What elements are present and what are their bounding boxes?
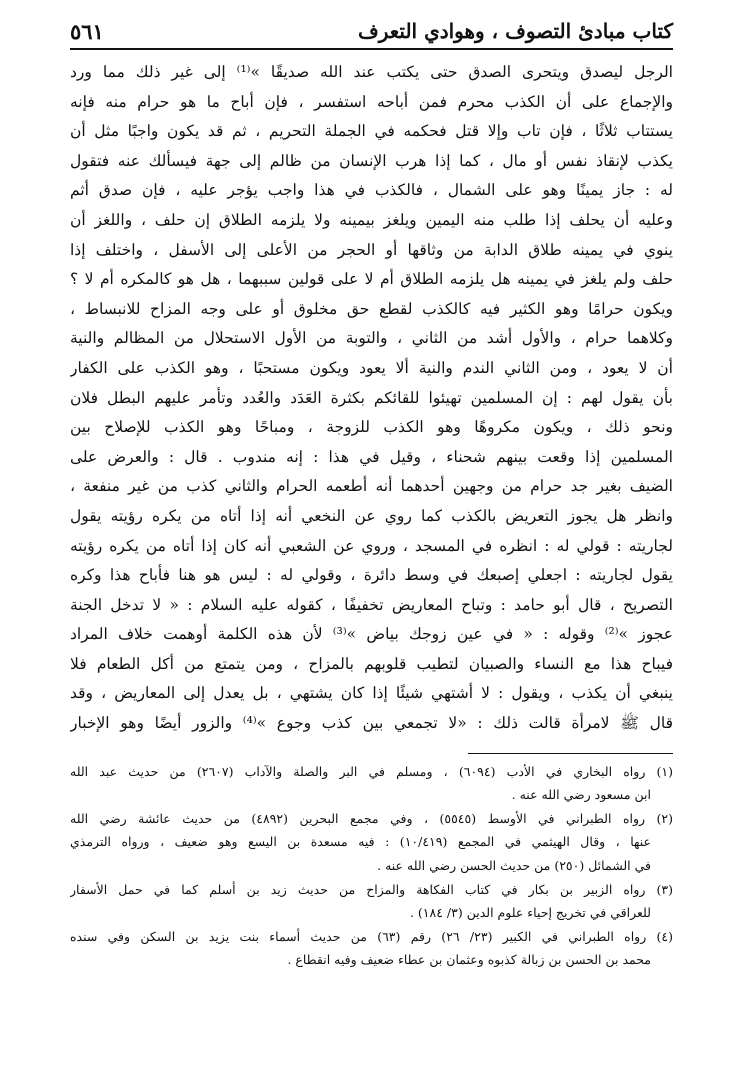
- footnotes: [70, 760, 673, 972]
- text-line: يستتاب ثلاثًا ، فإن تاب وإلا قتل فحكمه في الجملة التحريم ، ثم قد يكون واجبًا مثل أن: [70, 122, 673, 141]
- text-line: يقول لجاريته : اجعلي إصبعك في وسط دائرة ، وقولي له : ليس هو هنا فأباح هذا وكره: [70, 566, 673, 585]
- running-title: كتاب مبادئ التصوف ، وهوادي التعرف: [358, 19, 673, 43]
- footnote-line: (٣) رواه الزبير بن بكار في كتاب الفكاهة والمزاح من حديث زيد بن أسلم كما في حمل الأسفار: [70, 881, 673, 897]
- main-text: [70, 58, 673, 739]
- text-line: ونحو ذلك ، ويكون مكروهًا وهو الكذب للزوجة ، ومباحًا وهو الكذب للإصلاح بين: [70, 418, 673, 437]
- text-line: الضيف بغير جد حرام من وجهين أحدهما أنه أطعمه الحرام والثاني كذب من غير منفعة ،: [70, 477, 673, 496]
- text-line: ينوي في يمينه طلاق الدابة من وثاقها أو الحجر من الأعلى إلى الأسفل ، واختلف إذا: [70, 240, 673, 259]
- text-line: عجوز »⁽²⁾ وقوله : « في عين زوجك بياض »⁽³⁾ لأن هذه الكلمة أوهمت خلاف المراد: [70, 625, 673, 644]
- text-line: ويكون حرامًا وهو الكثير فيه كالكذب لقطع حق مخلوق أو على وجه المزاح للانبساط ،: [70, 299, 673, 318]
- text-line: له : جاز يمينًا وهو على الشمال ، فالكذب في هذا واجب يؤجر عليه ، فإن صدق أثم: [70, 181, 673, 200]
- text-line: أن لا يعود ، ومن الثاني الندم والنية ألا يعود ويكون مستحبًا ، وهو الكذب على الكفار: [70, 358, 673, 377]
- text-line: وعليه أن يحلف إذا طلب منه اليمين ويلغز بيمينه ولا يلزمه الطلاق إن حلف ، واللغز أن: [70, 210, 673, 229]
- footnote-line: محمد بن الحسن بن زبالة كذبوه وعثمان بن عطاء ضعيف وفيه انقطاع .: [287, 952, 651, 968]
- footnote-line: ابن مسعود رضي الله عنه .: [511, 787, 651, 803]
- text-line: فيباح هذا مع النساء والصبيان لتطيب قلوبهم بالمزاح ، ومن يتمتع من أكل الطعام فلا: [70, 654, 673, 673]
- text-line: وانظر هل يجوز التعريض بالكذب كما روي عن النخعي أنه إذا أتاه من يكره رؤيته يقول: [70, 506, 673, 525]
- text-line: ينبغي أن يكذب ، ويقول : لا أشتهي شيئًا إذا كان يشتهي ، بل يعدل إلى المعاريض ، وقد: [70, 684, 673, 703]
- page-header: [70, 14, 673, 50]
- footnote-line: (٤) رواه الطبراني في الكبير (٢٣/ ٢٦) رقم (٦٣) من حديث أسماء بنت يزيد بن السكن وفي سنده: [70, 928, 673, 944]
- footnote-divider: [468, 753, 673, 754]
- text-line: بأن يقول لهم : إن المسلمين تهيئوا للقائكم بكثرة العَدَد والعُدد وتأمر عليهم البطل فلان: [70, 388, 673, 407]
- text-line: الرجل ليصدق ويتحرى الصدق حتى يكتب عند الله صديقًا »⁽¹⁾ إلى غير ذلك مما ورد: [70, 63, 673, 81]
- footnote-line: (١) رواه البخاري في الأدب (٦٠٩٤) ، ومسلم في البر والصلة والآداب (٢٦٠٧) من حديث عبد الله: [70, 763, 673, 779]
- footnote-line: في الشمائل (٢٥٠) من حديث الحسن رضي الله عنه .: [377, 858, 651, 874]
- text-line: حلف ولم يلغز في يمينه هل يلزمه الطلاق أم لا على قولين سببهما ، هل هو كالمكره أم لا ؟: [70, 270, 673, 289]
- text-line: قال ﷺ لامرأة قالت ذلك : «لا تجمعي بين كذب وجوع »⁽⁴⁾ والزور أيضًا وهو الإخبار: [70, 714, 673, 733]
- footnote-line: للعراقي في تخريج إحياء علوم الدين (٣/ ١٨٤) .: [409, 905, 651, 921]
- text-line: لجاريته : قولي له : انظره في المسجد ، وروي عن الشعبي أنه كان إذا أتاه من يكره رؤيته: [70, 536, 673, 555]
- page-number: ٥٦١: [70, 18, 104, 44]
- footnote-line: عنها ، وقال الهيثمي في المجمع (١٠/٤١٩) : فيه مسعدة بن اليسع وهو ضعيف ، ورواه الترمذي: [70, 834, 651, 850]
- text-line: يكذب لإنقاذ نفس أو مال ، كما إذا هرب الإنسان من ظالم إلى جهة فيسألك عنه فتقول: [70, 151, 673, 170]
- text-line: والإجماع على أن الكذب محرم فمن أباحه استفسر ، فإن أباح ما هو حرام منه فإنه: [70, 92, 673, 111]
- text-line: المسلمين إذا وقعت بينهم شحناء ، وقيل في هذا : إنه مندوب . قال : والعرض على: [70, 447, 673, 466]
- footnote-line: (٢) رواه الطبراني في الأوسط (٥٥٤٥) ، وفي مجمع البحرين (٤٨٩٢) من حديث عائشة رضي الله: [70, 810, 673, 826]
- text-line: وكلاهما حرام ، والأول أشد من الثاني ، والتوبة من الأول الاستحلال من المظالم والنية: [70, 329, 673, 348]
- text-line: التصريح ، قال أبو حامد : وتباح المعاريض تخفيفًا ، كقوله عليه السلام : « لا تدخل الجنة: [70, 595, 673, 614]
